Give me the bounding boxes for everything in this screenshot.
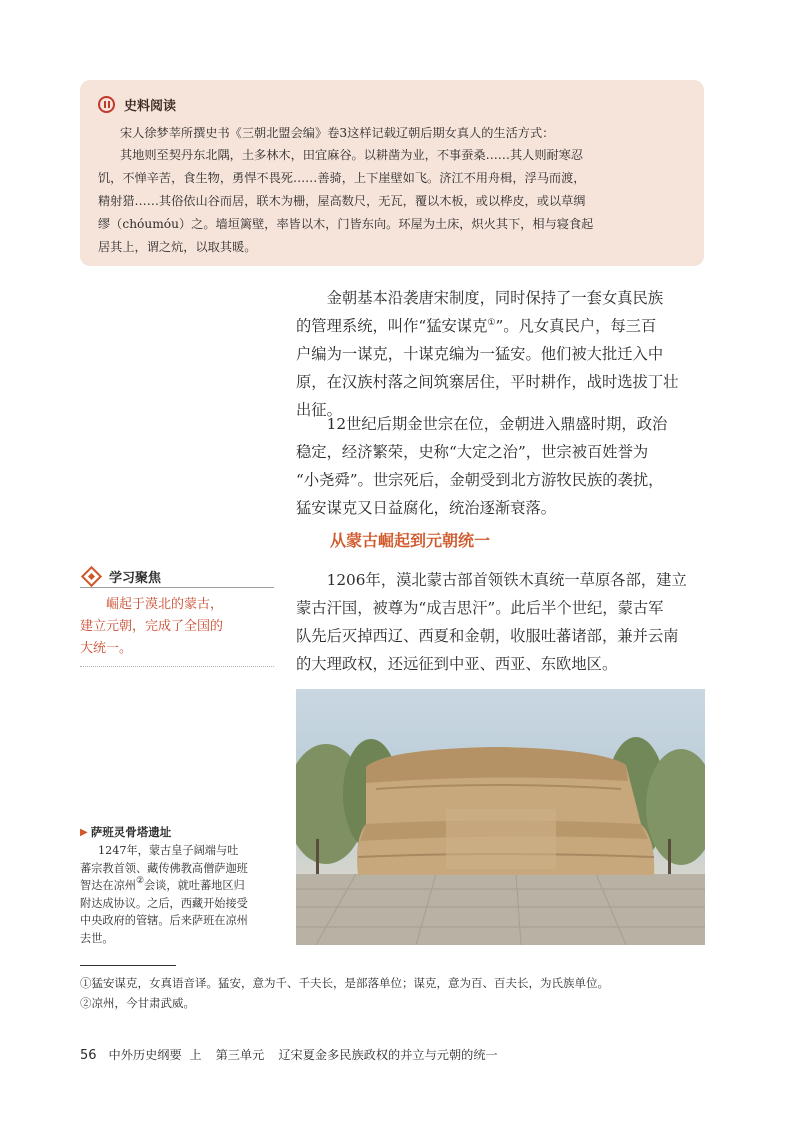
- page-footer: [80, 1046, 498, 1063]
- source-reading-title: 史料阅读: [124, 98, 177, 114]
- text-line: 出征。: [296, 401, 342, 419]
- text-line: 户编为一谋克，十谋克编为一猛安。他们被大批迁入中: [296, 345, 664, 363]
- text-line: “小尧舜”。世宗死后，金朝受到北方游牧民族的袭扰，: [296, 471, 664, 489]
- text-line: 中央政府的管辖。后来萨班在凉州: [80, 914, 248, 927]
- focus-diamond-icon: [81, 565, 102, 586]
- source-reading-line: 精射猎……其俗依山谷而居，联木为栅，屋高数尺，无瓦，覆以木板，或以桦皮，或以草绸: [98, 194, 586, 208]
- source-reading-intro: 宋人徐梦莘所撰史书《三朝北盟会编》卷3这样记载辽朝后期女真人的生活方式：: [120, 126, 555, 140]
- photo-caption: [80, 824, 280, 947]
- sapan-stupa-ruins-photo: [296, 689, 705, 945]
- stupa-ruin: [357, 747, 654, 875]
- section-heading: 从蒙古崛起到元朝统一: [330, 531, 491, 550]
- text-line: 蒙古汗国，被尊为“成吉思汗”。此后半个世纪，蒙古军: [296, 599, 664, 617]
- book-icon: [98, 96, 115, 113]
- caption-title-row: [80, 824, 280, 840]
- text-line: 队先后灭掉西辽、西夏和金朝，收服吐蕃诸部，兼并云南: [296, 627, 679, 645]
- text-line: 1206年，漠北蒙古部首领铁木真统一草原各部，建立: [326, 571, 687, 589]
- paragraph-mongol-rise: [296, 566, 706, 678]
- text-line: 猛安谋克又日益腐化，统治逐渐衰落。: [296, 499, 557, 517]
- ground: [296, 874, 705, 945]
- unit-label: 第三单元: [215, 1048, 265, 1062]
- photo-illustration: [296, 689, 705, 945]
- text-line: 崛起于漠北的蒙古，: [106, 597, 224, 612]
- book-part: 上: [189, 1048, 202, 1062]
- caption-title: 萨班灵骨塔遗址: [90, 825, 172, 839]
- unit-title: 辽宋夏金多民族政权的并立与元朝的统一: [278, 1048, 498, 1062]
- text-line: 稳定，经济繁荣，史称“大定之治”，世宗被百姓誉为: [296, 443, 649, 461]
- study-focus-box: [80, 565, 274, 667]
- caption-text: [80, 842, 280, 947]
- text-line: 1247年，蒙古皇子阔端与吐: [98, 844, 239, 857]
- footnote-divider: [80, 965, 176, 966]
- source-reading-header: [98, 92, 686, 116]
- text-line: 12世纪后期金世宗在位，金朝进入鼎盛时期，政治: [326, 415, 668, 433]
- study-focus-text: [80, 594, 274, 667]
- page-number: 56: [80, 1048, 97, 1063]
- text-line: [80, 877, 280, 895]
- text-span: 会谈，就吐蕃地区归: [144, 879, 245, 892]
- study-focus-header: [80, 565, 274, 588]
- book-name: 中外历史纲要: [108, 1048, 182, 1062]
- text-line: 大统一。: [80, 641, 133, 656]
- text-span: 智达在凉州: [80, 879, 136, 892]
- text-line: 的大理政权，还远征到中亚、西亚、东欧地区。: [296, 655, 618, 673]
- footnote-ref-1[interactable]: ①: [487, 318, 496, 328]
- caption-arrow-icon: ▶: [80, 826, 88, 838]
- footnotes: [80, 973, 609, 1013]
- source-reading-box: [80, 80, 704, 266]
- footnote-ref-2[interactable]: ②: [135, 876, 145, 886]
- text-span: 的管理系统，叫作“猛安谋克: [296, 317, 488, 335]
- book-title: [109, 1046, 202, 1063]
- text-line: 附达成协议。之后，西藏开始接受: [80, 896, 248, 910]
- study-focus-title: 学习聚焦: [109, 570, 162, 586]
- source-reading-line: 居其上，谓之炕，以取其暖。: [98, 240, 257, 254]
- text-line: 原，在汉族村落之间筑寨居住，平时耕作，战时选拔丁壮: [296, 373, 679, 391]
- text-line: 建立元朝，完成了全国的: [80, 619, 224, 634]
- text-line: [296, 312, 706, 340]
- footnote-1: ①猛安谋克，女真语音译。猛安，意为千、千夫长，是部落单位；谋克，意为百、百夫长，为氏族单位。: [80, 976, 609, 990]
- paragraph-jin-shizong: [296, 410, 706, 522]
- text-line: 金朝基本沿袭唐宋制度，同时保持了一套女真民族: [326, 289, 664, 307]
- footnote-2: ②凉州，今甘肃武威。: [80, 996, 195, 1010]
- source-reading-line: 缪（chóumóu）之。墙垣篱壁，率皆以木，门皆东向。环屋为土床，炽火其下，相与寝食起: [98, 217, 594, 231]
- source-reading-line: 其地则至契丹东北隅，土多林木，田宜麻谷。以耕凿为业，不事蚕桑……其人则耐寒忍: [120, 148, 584, 162]
- text-line: 去世。: [80, 931, 114, 945]
- text-span: ”。凡女真民户，每三百: [495, 317, 657, 335]
- text-line: 蕃宗教首领、藏传佛教高僧萨迦班: [80, 861, 248, 875]
- source-reading-line: 饥，不惮辛苦，食生物，勇悍不畏死……善骑，上下崖壁如飞。济江不用舟楫，浮马而渡，: [98, 171, 586, 185]
- paragraph-meng-an-mou-ke: [296, 284, 706, 424]
